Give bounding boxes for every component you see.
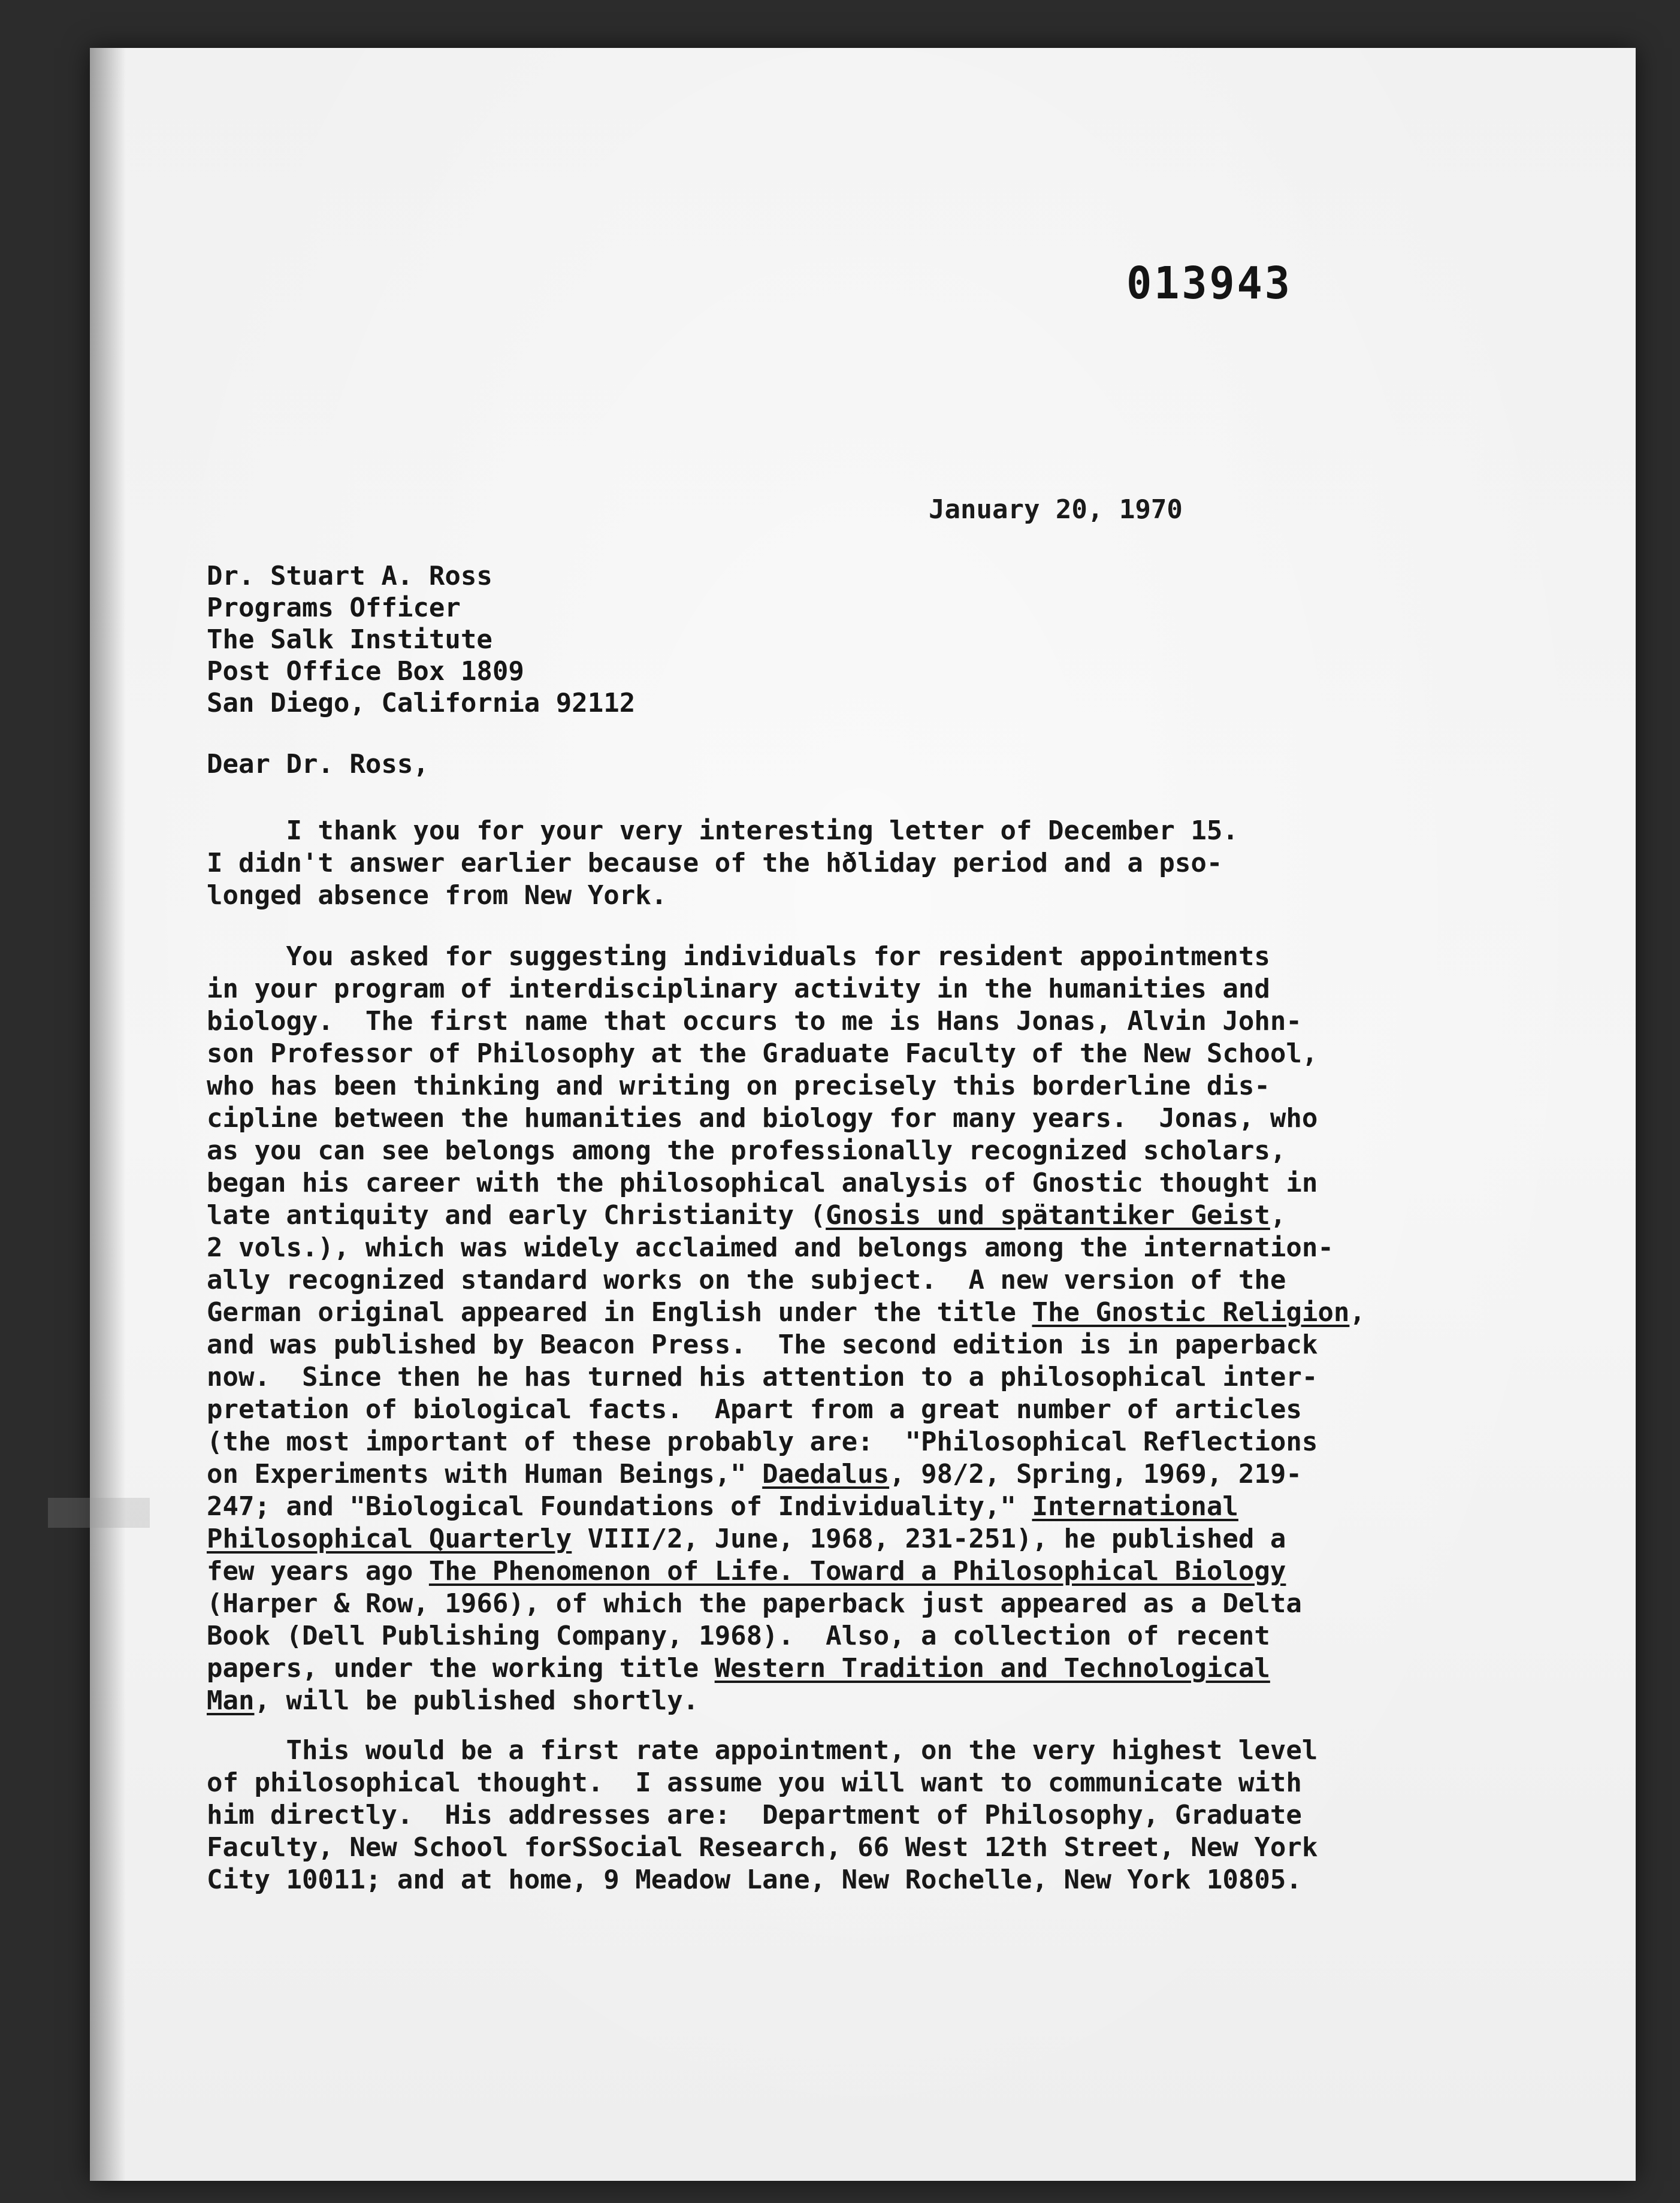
text-segment: German original appeared in English under the title [207,1297,1032,1328]
text-line: (Harper & Row, 1966), of which the paperback just appeared as a Delta [207,1588,1302,1619]
text-line: biology. The first name that occurs to me is Hans Jonas, Alvin John- [207,1006,1302,1036]
text-line: You asked for suggesting individuals for resident appointments [207,941,1270,972]
text-line: I didn't answer earlier because of the hðliday period and a pso- [207,848,1223,878]
text-line: who has been thinking and writing on precisely this borderline dis- [207,1071,1270,1101]
text-line: This would be a first rate appointment, on the very highest level [207,1735,1318,1766]
book-title-phenomenon: The Phenomenon of Life. Toward a Philosophical Biology [428,1556,1286,1586]
address-line: Programs Officer [207,593,461,623]
text-line: cipline between the humanities and biology for many years. Jonas, who [207,1103,1318,1134]
text-line: him directly. His addresses are: Department of Philosophy, Graduate [207,1800,1302,1830]
text-line: Faculty, New School forSSocial Research, 66 West 12th Street, New York [207,1832,1318,1863]
text-line: (the most important of these probably are: "Philosophical Reflections [207,1427,1318,1457]
journal-title-ipq: International [1032,1491,1238,1522]
text-segment: few years ago [207,1556,429,1586]
letter-date: January 20, 1970 [929,494,1183,525]
text-segment: , 98/2, Spring, 1969, 219- [889,1459,1302,1489]
document-number: 013943 [1126,258,1292,309]
salutation: Dear Dr. Ross, [207,749,429,779]
text-line: son Professor of Philosophy at the Graduate Faculty of the New School, [207,1038,1318,1069]
text-segment: late antiquity and early Christianity ( [207,1200,826,1231]
journal-title-ipq-cont: Philosophical Quarterly [207,1524,572,1554]
text-line [207,1297,1365,1329]
page-edge-shadow [90,48,126,2181]
book-title-western-tradition: Western Tradition and Technological [714,1653,1270,1684]
text-segment: , will be published shortly. [254,1685,699,1716]
text-line [207,1491,1365,1523]
text-segment: on Experiments with Human Beings," [207,1459,763,1489]
book-title-western-tradition-cont: Man [207,1685,255,1716]
text-line: I thank you for your very interesting letter of December 15. [207,815,1238,846]
book-title-gnostic-religion: The Gnostic Religion [1032,1297,1350,1328]
recipient-address [207,560,635,719]
address-line: San Diego, California 92112 [207,688,636,718]
text-segment: 247; and "Biological Foundations of Individuality," [207,1491,1032,1522]
text-segment: , [1349,1297,1365,1328]
text-line [207,1199,1365,1232]
text-segment: VIII/2, June, 1968, 231-251), he published a [572,1524,1286,1554]
text-line: longed absence from New York. [207,880,667,911]
address-line: Dr. Stuart A. Ross [207,561,492,591]
paragraph-2 [207,941,1365,1717]
text-line: ally recognized standard works on the subject. A new version of the [207,1265,1286,1295]
paragraph-3 [207,1734,1318,1896]
journal-title-daedalus: Daedalus [762,1459,890,1489]
text-line: in your program of interdisciplinary activity in the humanities and [207,974,1270,1004]
paragraph-1 [207,815,1238,912]
text-line: pretation of biological facts. Apart from a great number of articles [207,1394,1302,1425]
text-line: City 10011; and at home, 9 Meadow Lane, New Rochelle, New York 10805. [207,1864,1302,1895]
text-line [207,1652,1365,1685]
address-line: Post Office Box 1809 [207,656,524,687]
text-line: began his career with the philosophical analysis of Gnostic thought in [207,1168,1318,1198]
text-line [207,1458,1365,1491]
book-title-gnosis: Gnosis und spätantiker Geist [826,1200,1270,1231]
text-line: as you can see belongs among the professionally recognized scholars, [207,1135,1286,1166]
text-line: 2 vols.), which was widely acclaimed and belongs among the internation- [207,1232,1334,1263]
text-segment: , [1270,1200,1286,1231]
text-line: Book (Dell Publishing Company, 1968). Also, a collection of recent [207,1621,1270,1651]
address-line: The Salk Institute [207,624,492,655]
text-line: now. Since then he has turned his attention to a philosophical inter- [207,1362,1318,1392]
text-line: of philosophical thought. I assume you will want to communicate with [207,1767,1302,1798]
text-line [207,1523,1365,1555]
faint-stamp-mark [48,1498,150,1528]
text-line: and was published by Beacon Press. The second edition is in paperback [207,1329,1318,1360]
text-line [207,1685,1365,1717]
text-segment: papers, under the working title [207,1653,715,1684]
text-line [207,1555,1365,1588]
